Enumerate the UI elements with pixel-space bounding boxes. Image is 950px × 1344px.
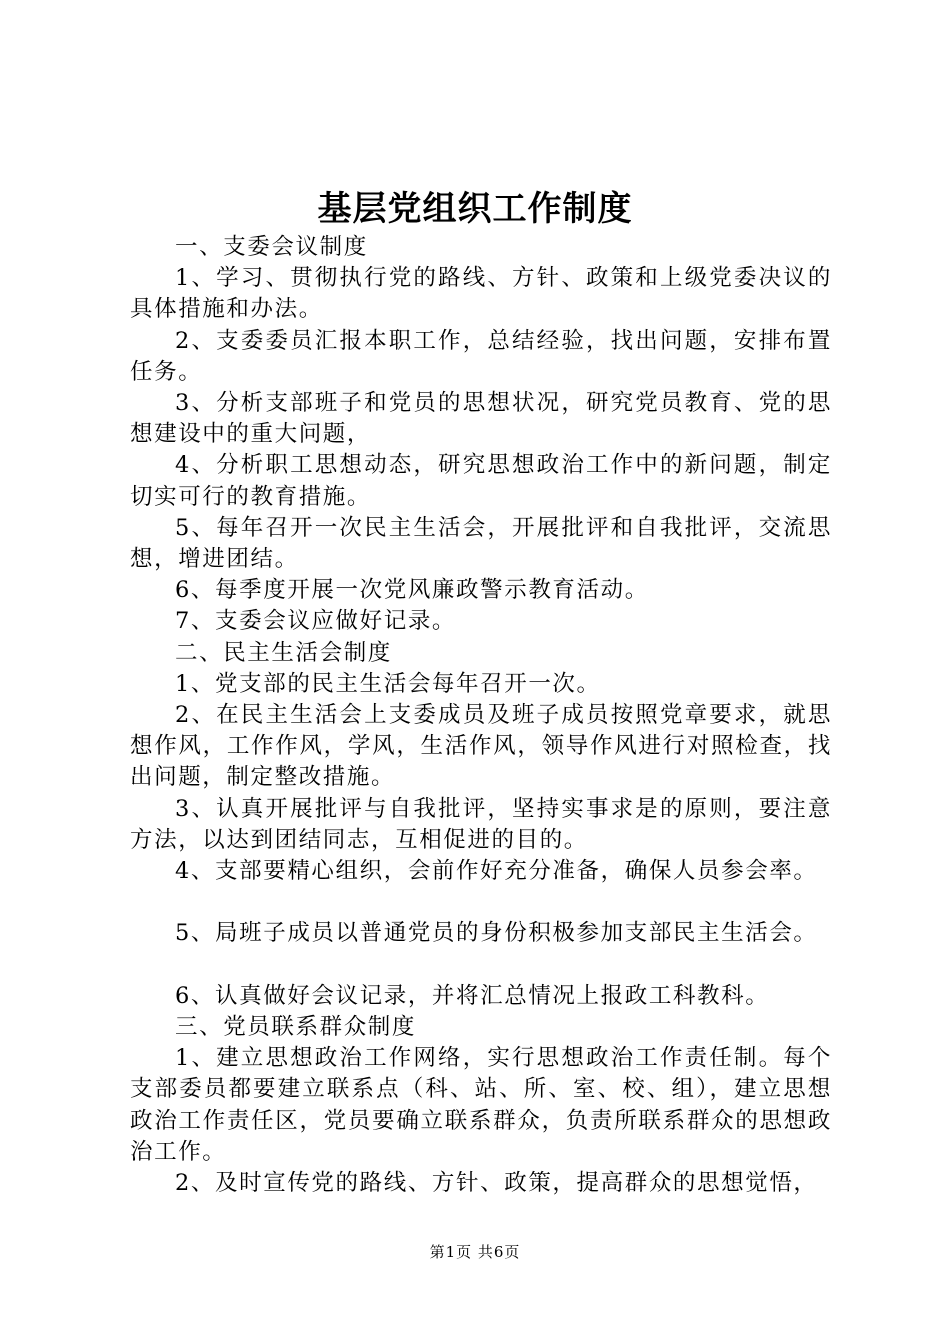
- paragraph: 3、认真开展批评与自我批评，坚持实事求是的原则，要注意方法，以达到团结同志，互相促进的目的。: [130, 795, 832, 853]
- paragraph: 6、认真做好会议记录，并将汇总情况上报政工科教科。: [175, 982, 770, 1009]
- paragraph: 5、局班子成员以普通党员的身份积极参加支部民主生活会。: [175, 920, 818, 947]
- section-heading: 三、党员联系群众制度: [175, 1014, 417, 1041]
- paragraph: 4、支部要精心组织，会前作好充分准备，确保人员参会率。: [175, 858, 818, 885]
- paragraph: 6、每季度开展一次党风廉政警示教育活动。: [175, 577, 649, 604]
- paragraph: 2、在民主生活会上支委成员及班子成员按照党章要求，就思想作风，工作作风，学风，生活作风，领导作风进行对照检查，找出问题，制定整改措施。: [130, 702, 832, 791]
- paragraph: 1、建立思想政治工作网络，实行思想政治工作责任制。每个支部委员都要建立联系点（科、站、所、室、校、组），建立思想政治工作责任区，党员要确立联系群众，负责所联系群众的思想政治工作。: [130, 1045, 832, 1165]
- document-body: [130, 232, 832, 1199]
- document-title: 基层党组织工作制度: [317, 189, 633, 229]
- section-heading: 二、民主生活会制度: [175, 639, 392, 666]
- paragraph: 1、党支部的民主生活会每年召开一次。: [175, 670, 601, 697]
- page-footer: 第1页 共6页: [429, 1243, 521, 1261]
- paragraph: 2、及时宣传党的路线、方针、政策，提高群众的思想觉悟，: [175, 1170, 818, 1197]
- section-heading: 一、支委会议制度: [175, 234, 368, 260]
- paragraph: 4、分析职工思想动态，研究思想政治工作中的新问题，制定切实可行的教育措施。: [130, 452, 832, 510]
- paragraph: 2、支委委员汇报本职工作，总结经验，找出问题，安排布置任务。: [130, 327, 832, 385]
- paragraph: 7、支委会议应做好记录。: [175, 608, 457, 635]
- paragraph: 3、分析支部班子和党员的思想状况，研究党员教育、党的思想建设中的重大问题，: [130, 390, 832, 448]
- paragraph: 5、每年召开一次民主生活会，开展批评和自我批评，交流思想，增进团结。: [130, 514, 832, 573]
- paragraph: 1、学习、贯彻执行党的路线、方针、政策和上级党委决议的具体措施和办法。: [130, 265, 832, 323]
